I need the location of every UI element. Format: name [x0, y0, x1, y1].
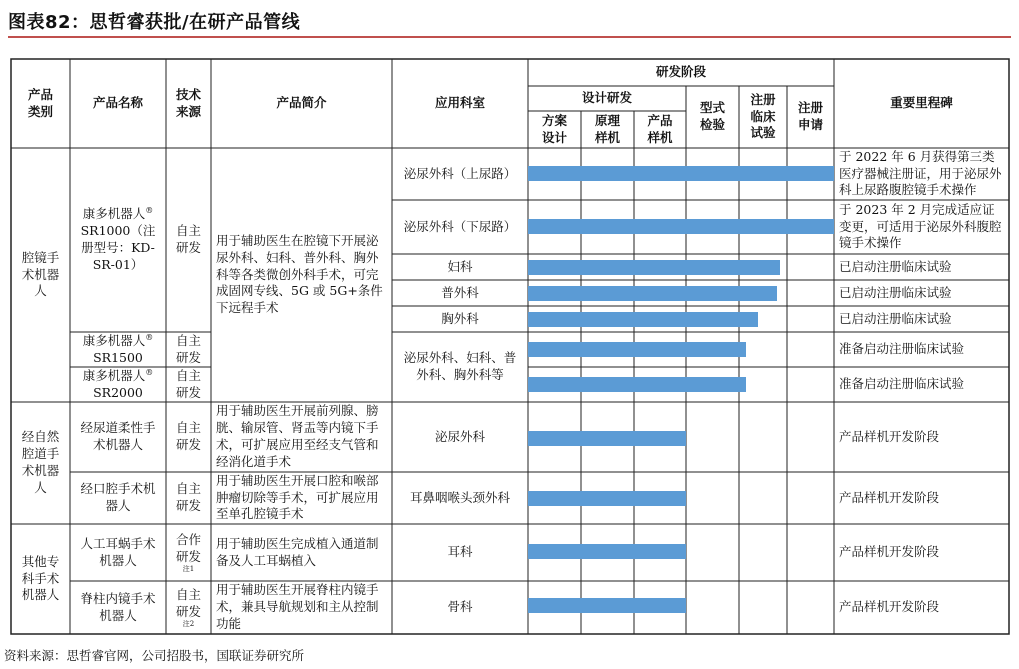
- dept-cell: 胸外科: [441, 310, 479, 326]
- source-note: 资料来源：思哲睿官网，公司招股书，国联证券研究所: [4, 648, 305, 663]
- header-apply: 注册申请: [797, 100, 823, 132]
- header-milestone: 重要里程碑: [890, 95, 953, 111]
- milestone-cell: 已启动注册临床试验: [839, 284, 952, 300]
- category-cell: 腔镜手术机器人: [21, 249, 60, 299]
- milestone-cell: 已启动注册临床试验: [839, 310, 952, 326]
- dept-cell: 妇科: [447, 258, 473, 274]
- product-name-cell: 康多机器人® SR1000（注册型号：KD-SR-01）: [80, 206, 156, 272]
- product-intro-cell: 用于辅助医生开展前列腺、膀胱、输尿管、肾盂等内镜下手术，可扩展应用至经支气管和经消化道手术: [216, 403, 379, 469]
- milestone-cell: 产品样机开发阶段: [839, 489, 940, 505]
- dept-cell: 耳科: [447, 544, 473, 560]
- product-name-cell: 经尿道柔性手术机器人: [80, 420, 156, 452]
- tech-source-cell: 自主研发: [175, 420, 201, 452]
- product-name-cell: 经口腔手术机器人: [80, 481, 156, 513]
- header-scheme: 方案设计: [541, 112, 567, 145]
- milestone-cell: 产品样机开发阶段: [839, 599, 940, 615]
- dept-cell: 泌尿外科（下尿路）: [403, 218, 517, 234]
- milestone-cell: 已启动注册临床试验: [839, 258, 952, 274]
- dept-cell: 骨科: [447, 599, 473, 615]
- header-category: 产品类别: [27, 86, 53, 119]
- dept-cell: 普外科: [441, 284, 479, 300]
- dept-cell: 泌尿外科: [434, 428, 485, 444]
- tech-source-cell: 自主研发: [175, 367, 201, 400]
- progress-bar: [528, 312, 758, 327]
- dept-cell: 泌尿外科（上尿路）: [403, 165, 517, 181]
- header-stage: 研发阶段: [655, 64, 706, 80]
- header-design: 设计研发: [581, 90, 632, 106]
- product-name-cell: 脊柱内镜手术机器人: [80, 590, 156, 623]
- milestone-cell: 准备启动注册临床试验: [839, 341, 965, 357]
- milestone-cell: 准备启动注册临床试验: [839, 376, 965, 392]
- product-intro-cell: 用于辅助医生开展口腔和喉部肿瘤切除等手术，可扩展应用至单孔腔镜手术: [216, 472, 379, 522]
- header-clinical: 注册临床试验: [750, 91, 776, 141]
- progress-bar: [528, 491, 686, 506]
- header-intro: 产品简介: [276, 95, 327, 111]
- header-product-proto: 产品样机: [647, 112, 673, 145]
- milestone-cell: 于 2022 年 6 月获得第三类医疗器械注册证，用于泌尿外科上尿路腹腔镜手术操作: [839, 148, 1002, 198]
- header-tech: 技术来源: [175, 86, 201, 119]
- milestone-cell: 于 2023 年 2 月完成适应证变更，可适用于泌尿外科腹腔镜手术操作: [839, 201, 1002, 251]
- header-name: 产品名称: [92, 95, 143, 111]
- category-cell: 经自然腔道手术机器人: [21, 429, 60, 495]
- header-prototype: 原理样机: [594, 112, 620, 145]
- header-dept: 应用科室: [434, 95, 485, 111]
- tech-source-cell: 自主研发: [175, 481, 201, 513]
- milestone-cell: 产品样机开发阶段: [839, 544, 940, 560]
- progress-bar: [528, 166, 834, 181]
- product-intro-cell: 用于辅助医生在腔镜下开展泌尿外科、妇科、普外科、胸外科等各类微创外科手术，可完成固网专线、5G 或 5G+条件下远程手术: [216, 232, 383, 316]
- progress-bar: [528, 286, 777, 301]
- product-name-cell: 康多机器人® SR2000: [82, 367, 154, 400]
- category-cell: 其他专科手术机器人: [21, 553, 60, 603]
- header-type-test: 型式检验: [699, 100, 725, 132]
- product-intro-cell: 用于辅助医生开展脊柱内镜手术，兼具导航规划和主从控制功能: [216, 582, 379, 631]
- dept-cell: 耳鼻咽喉头颈外科: [409, 489, 510, 505]
- product-intro-cell: 用于辅助医生完成植入通道制备及人工耳蜗植入: [216, 535, 379, 568]
- tech-source-cell: 自主研发: [175, 223, 201, 255]
- product-name-cell: 人工耳蜗手术机器人: [80, 535, 156, 568]
- progress-bar: [528, 598, 686, 613]
- tech-source-cell: 自主研发: [175, 332, 201, 365]
- product-name-cell: 康多机器人® SR1500: [82, 332, 154, 365]
- tech-source-cell: 合作研发 注1: [175, 532, 201, 573]
- progress-bar: [528, 431, 686, 446]
- tech-source-cell: 自主研发 注2: [175, 587, 201, 628]
- progress-bar: [528, 377, 746, 392]
- progress-bar: [528, 260, 780, 275]
- dept-cell: 泌尿外科、妇科、普外科、胸外科等: [403, 350, 517, 382]
- progress-bar: [528, 342, 746, 357]
- progress-bar: [528, 219, 834, 234]
- milestone-cell: 产品样机开发阶段: [839, 428, 940, 444]
- page-title: 图表82：思哲睿获批/在研产品管线: [8, 12, 301, 33]
- progress-bar: [528, 544, 686, 559]
